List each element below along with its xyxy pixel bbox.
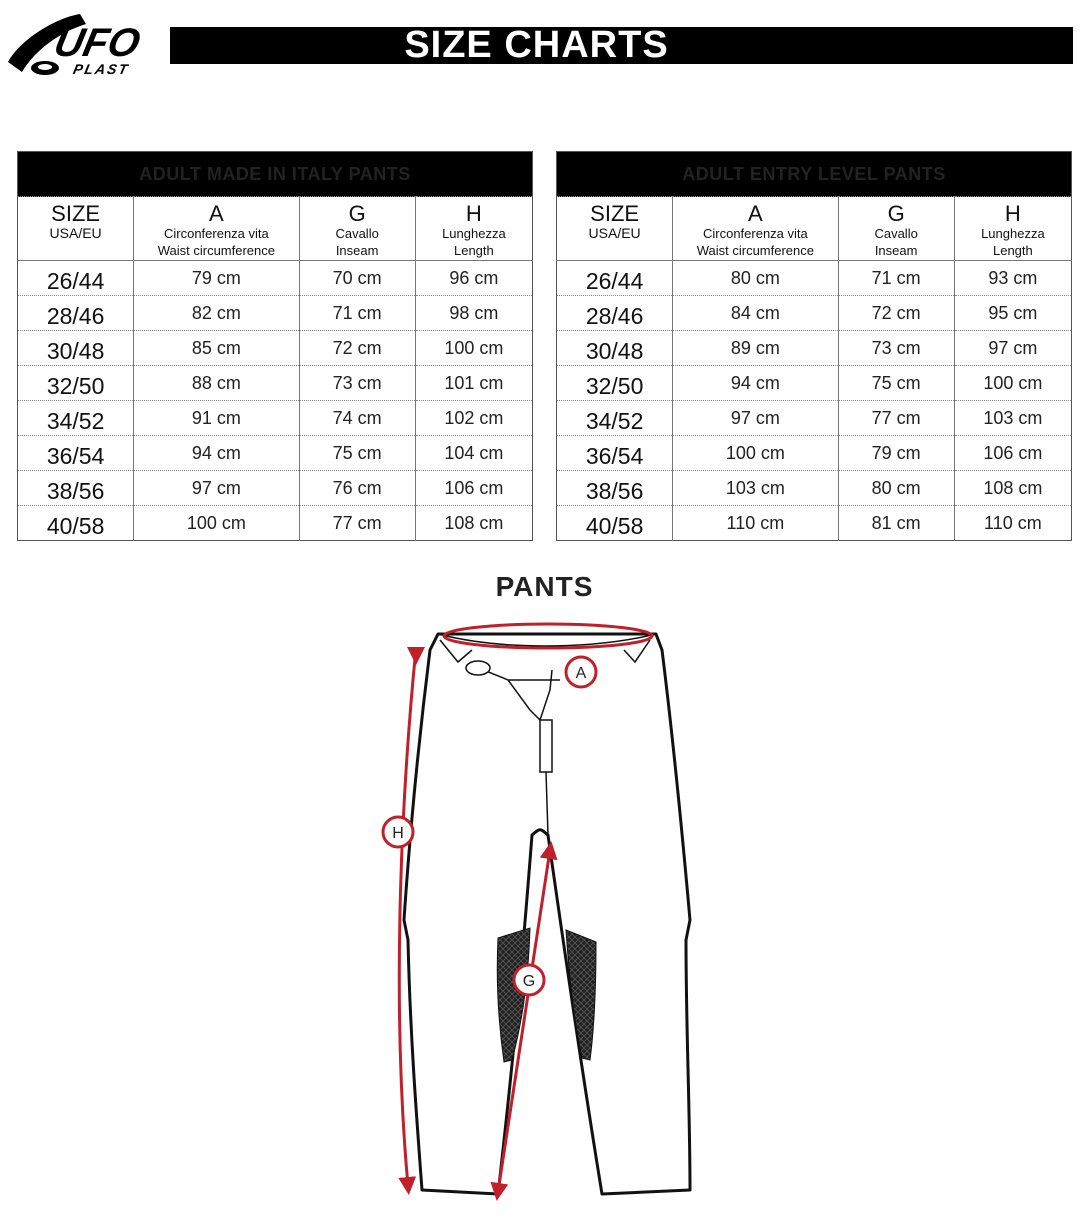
table-row: 26/44 80 cm 71 cm 93 cm xyxy=(557,261,1072,296)
marker-g xyxy=(514,965,544,995)
table-row: 28/46 82 cm 71 cm 98 cm xyxy=(18,296,533,331)
header-size: SIZE USA/EU xyxy=(18,197,134,261)
header-waist: A Circonferenza vita Waist circumference xyxy=(673,197,838,261)
table-title: ADULT MADE IN ITALY PANTS xyxy=(18,152,533,197)
table-row: 34/52 91 cm 74 cm 102 cm xyxy=(18,401,533,436)
table-row: 26/44 79 cm 70 cm 96 cm xyxy=(18,261,533,296)
table-row: 30/48 85 cm 72 cm 100 cm xyxy=(18,331,533,366)
table-row: 32/50 94 cm 75 cm 100 cm xyxy=(557,366,1072,401)
pants-outline xyxy=(404,634,690,1194)
pants-diagram xyxy=(380,610,710,1210)
ufo-plast-logo xyxy=(0,10,200,90)
logo-subtext: PLAST xyxy=(71,61,131,77)
marker-a-label: A xyxy=(575,665,587,682)
marker-h-label: H xyxy=(392,825,404,842)
header-inseam: G Cavallo Inseam xyxy=(838,197,954,261)
entry-level-table xyxy=(556,151,1072,541)
marker-h xyxy=(383,817,413,847)
made-in-italy-table xyxy=(17,151,533,541)
table-row: 30/48 89 cm 73 cm 97 cm xyxy=(557,331,1072,366)
diagram-title: PANTS xyxy=(495,571,594,602)
header-length: H Lunghezza Length xyxy=(954,197,1071,261)
header-length: H Lunghezza Length xyxy=(415,197,532,261)
table-row: 36/54 94 cm 75 cm 104 cm xyxy=(18,436,533,471)
table-row: 32/50 88 cm 73 cm 101 cm xyxy=(18,366,533,401)
table-header-row xyxy=(18,197,533,261)
table-row: 40/58 100 cm 77 cm 108 cm xyxy=(18,506,533,541)
table-title: ADULT ENTRY LEVEL PANTS xyxy=(557,152,1072,197)
table-header-row xyxy=(557,197,1072,261)
header-size: SIZE USA/EU xyxy=(557,197,673,261)
table-row: 36/54 100 cm 79 cm 106 cm xyxy=(557,436,1072,471)
table-row: 28/46 84 cm 72 cm 95 cm xyxy=(557,296,1072,331)
table-row: 40/58 110 cm 81 cm 110 cm xyxy=(557,506,1072,541)
table-row: 34/52 97 cm 77 cm 103 cm xyxy=(557,401,1072,436)
marker-g-label: G xyxy=(522,973,536,990)
table-row: 38/56 97 cm 76 cm 106 cm xyxy=(18,471,533,506)
header-inseam: G Cavallo Inseam xyxy=(299,197,415,261)
page-title: SIZE CHARTS xyxy=(404,24,669,66)
table-row: 38/56 103 cm 80 cm 108 cm xyxy=(557,471,1072,506)
logo-text: UFO xyxy=(50,19,145,65)
marker-a xyxy=(566,657,596,687)
header-waist: A Circonferenza vita Waist circumference xyxy=(134,197,299,261)
